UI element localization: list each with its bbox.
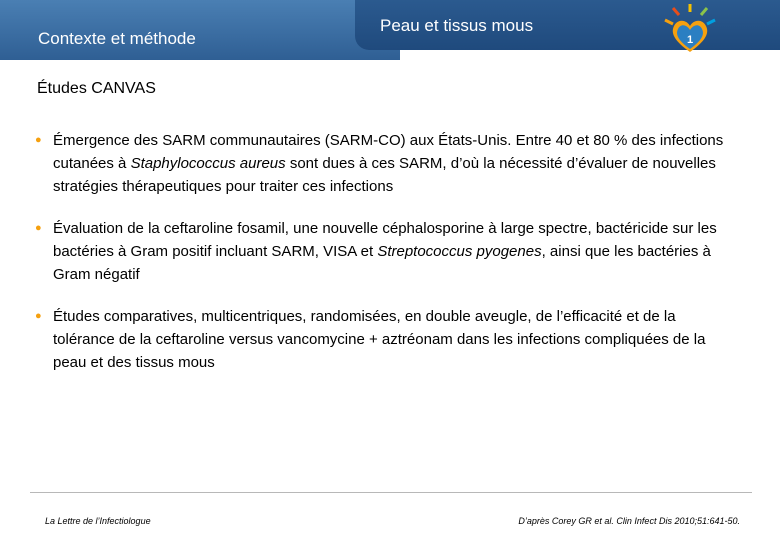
bullet-text-part: Émergence des SARM communautaires (SARM-CO) aux États-Unis. Entre 40 et 80 % des infections cutanées à bbox=[53, 132, 724, 172]
bullet-item bbox=[35, 217, 725, 286]
bullet-list bbox=[35, 129, 725, 393]
bullet-text-part: sont dues à ces SARM, d’où la nécessité d’évaluer de nouvelles stratégies thérapeutiques pour traiter ces infections bbox=[53, 155, 716, 195]
slide-number: 1 bbox=[686, 34, 694, 46]
footer-publication: La Lettre de l’Infectiologue bbox=[45, 516, 151, 526]
bullet-text-italic: Staphylococcus aureus bbox=[130, 155, 286, 172]
topic-title-label: Peau et tissus mous bbox=[380, 16, 534, 35]
bullet-text-part: Études comparatives, multicentriques, randomisées, en double aveugle, de l’efficacité et de la tolérance de la ceftaroline versus vancomycine + aztréonam dans les infections compliquées de la peau et des tissus mous bbox=[53, 308, 706, 371]
bullet-dot-icon: ● bbox=[35, 222, 42, 234]
bullet-text-part: Évaluation de la ceftaroline fosamil, une nouvelle céphalosporine à large spectre, bactéricide sur les bactéries à Gram positif incluant SARM, VISA et bbox=[53, 220, 717, 260]
bullet-text-part: , ainsi que les bactéries à Gram négatif bbox=[53, 243, 711, 283]
section-title-label: Contexte et méthode bbox=[38, 29, 196, 48]
heart-logo-icon bbox=[660, 4, 720, 56]
footer-divider bbox=[30, 492, 752, 493]
bullet-item bbox=[35, 129, 725, 198]
page-title: Études CANVAS bbox=[37, 80, 156, 97]
header-section-banner bbox=[0, 0, 400, 60]
bullet-dot-icon: ● bbox=[35, 134, 42, 146]
footer-citation: D’après Corey GR et al. Clin Infect Dis 2010;51:641-50. bbox=[518, 516, 740, 526]
bullet-item bbox=[35, 305, 725, 374]
bullet-text-italic: Streptococcus pyogenes bbox=[377, 243, 542, 260]
bullet-dot-icon: ● bbox=[35, 310, 42, 322]
